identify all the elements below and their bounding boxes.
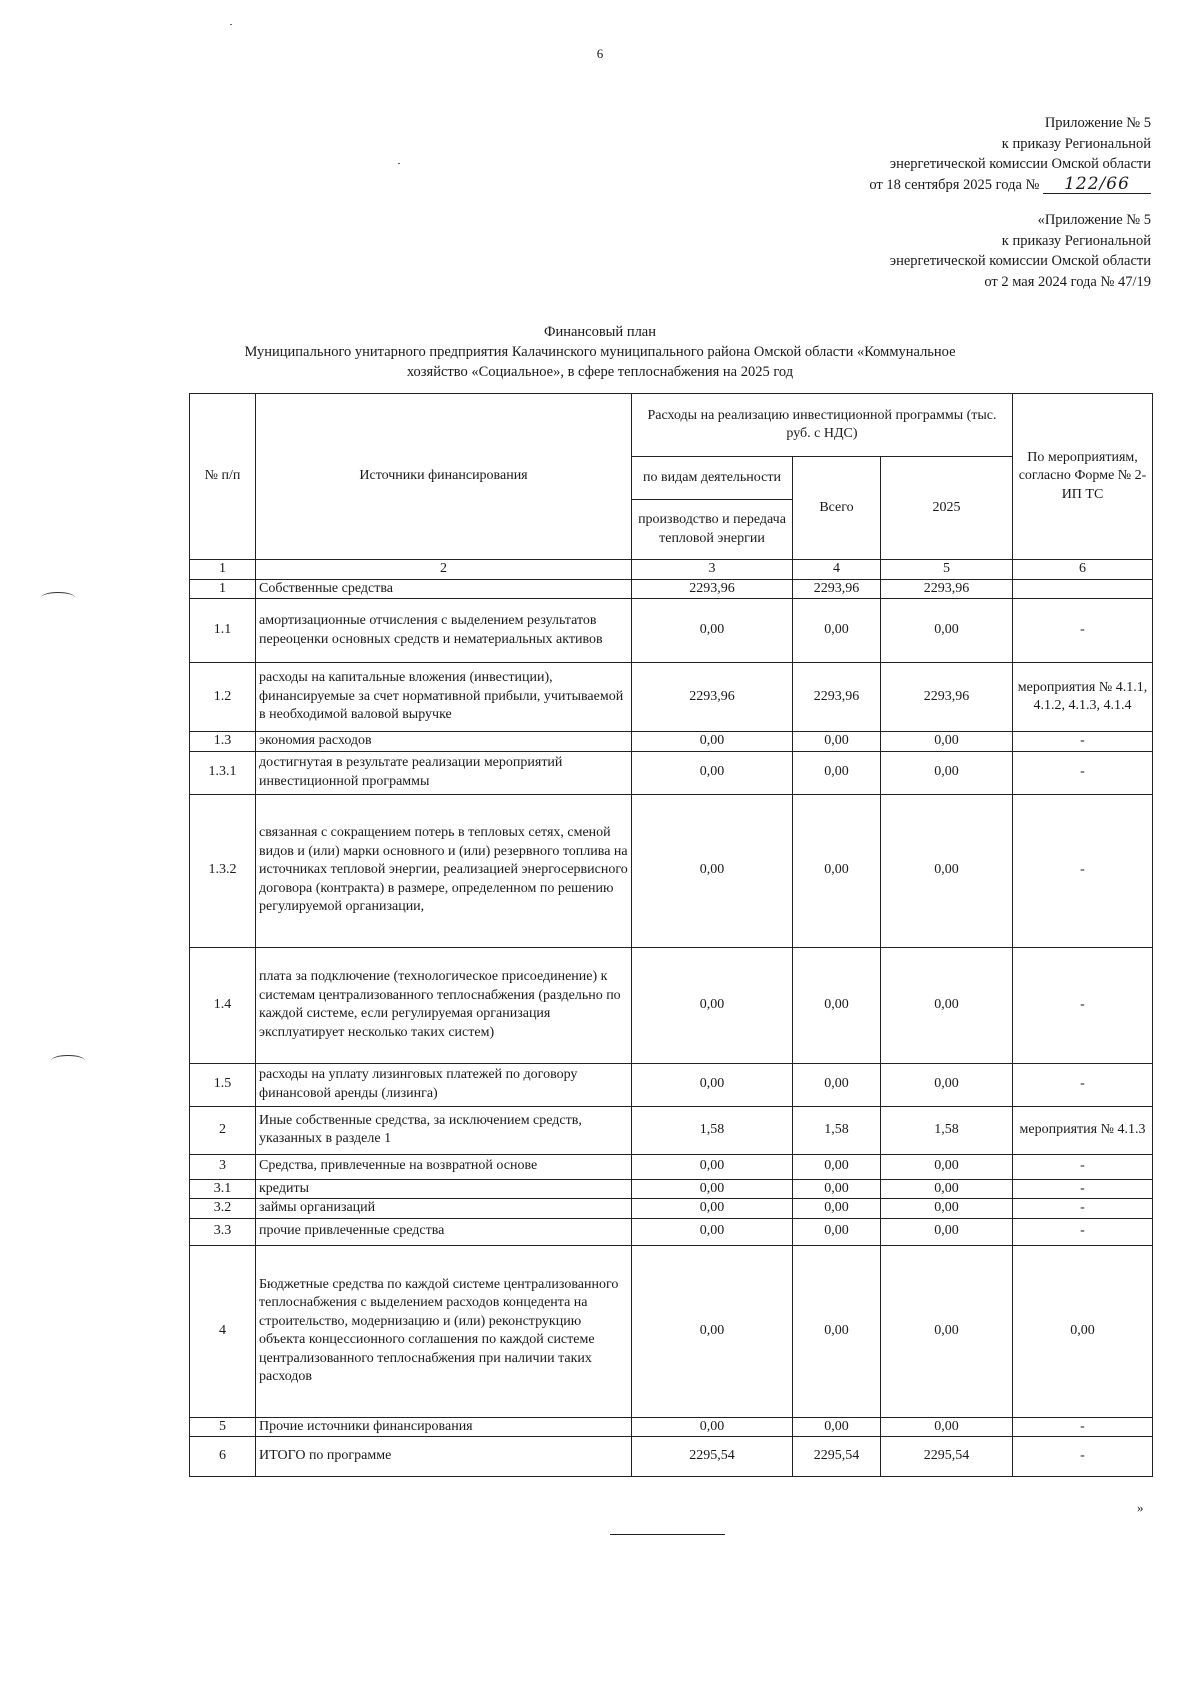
row-number: 1.3.2 (190, 794, 256, 947)
table-row (190, 1218, 1153, 1245)
row-value-total: 0,00 (793, 794, 881, 947)
row-measures: - (1013, 794, 1153, 947)
row-value-total: 2293,96 (793, 663, 881, 732)
table-row (190, 579, 1153, 599)
row-measures: - (1013, 732, 1153, 752)
header-line: Приложение № 5 (1044, 115, 1151, 131)
row-value-production: 0,00 (632, 1063, 793, 1106)
header-expenses-group: Расходы на реализацию инвестиционной программы (тыс. руб. с НДС) (632, 394, 1013, 457)
row-value-production: 2295,54 (632, 1437, 793, 1477)
table-row (190, 1154, 1153, 1179)
table-row (190, 663, 1153, 732)
row-measures: - (1013, 1179, 1153, 1199)
header-line: «Приложение № 5 (1037, 212, 1151, 228)
row-value-total: 0,00 (793, 1199, 881, 1219)
header-line: энергетической комиссии Омской области (889, 253, 1151, 269)
row-source-name: экономия расходов (256, 732, 632, 752)
row-number: 1.5 (190, 1063, 256, 1106)
row-source-name: ИТОГО по программе (256, 1437, 632, 1477)
header-production: производство и передача тепловой энергии (632, 500, 793, 560)
row-measures (1013, 579, 1153, 599)
header-measures: По мероприятиям, согласно Форме № 2-ИП ТС (1013, 394, 1153, 560)
header-line: к приказу Региональной (1001, 232, 1151, 249)
row-value-production: 2293,96 (632, 579, 793, 599)
row-value-production: 0,00 (632, 1245, 793, 1417)
table-row (190, 751, 1153, 794)
row-source-name: Собственные средства (256, 579, 632, 599)
end-rule (610, 1534, 725, 1535)
row-value-production: 0,00 (632, 947, 793, 1063)
row-value-2025: 0,00 (881, 794, 1013, 947)
row-source-name: прочие привлеченные средства (256, 1218, 632, 1245)
row-value-2025: 0,00 (881, 1063, 1013, 1106)
row-value-total: 2293,96 (793, 579, 881, 599)
table-row (190, 1437, 1153, 1477)
row-value-2025: 0,00 (881, 1218, 1013, 1245)
row-source-name: амортизационные отчисления с выделением результатов переоценки основных средств и нематериальных активов (256, 599, 632, 663)
row-number: 1.2 (190, 663, 256, 732)
row-number: 1.1 (190, 599, 256, 663)
row-source-name: Прочие источники финансирования (256, 1417, 632, 1437)
row-value-2025: 0,00 (881, 947, 1013, 1063)
table-row (190, 732, 1153, 752)
row-number: 3.1 (190, 1179, 256, 1199)
row-value-2025: 0,00 (881, 1179, 1013, 1199)
margin-mark (41, 592, 75, 603)
table-body (190, 579, 1153, 1477)
title-line: Финансовый план (543, 324, 657, 340)
closing-quote: » (1137, 1500, 1144, 1515)
header-line: к приказу Региональной (1001, 135, 1151, 152)
header-date-line (869, 175, 1151, 196)
row-source-name: достигнутая в результате реализации мероприятий инвестиционной программы (256, 751, 632, 794)
table-row (190, 1179, 1153, 1199)
financial-plan-table (189, 393, 1153, 1477)
row-measures: мероприятия № 4.1.3 (1013, 1106, 1153, 1154)
row-value-production: 2293,96 (632, 663, 793, 732)
row-value-total: 1,58 (793, 1106, 881, 1154)
row-value-total: 2295,54 (793, 1437, 881, 1477)
row-value-total: 0,00 (793, 1179, 881, 1199)
row-number: 1.3 (190, 732, 256, 752)
row-source-name: расходы на капитальные вложения (инвестиции), финансируемые за счет нормативной прибыли, учитываемой в необходимой валовой выручке (256, 663, 632, 732)
table-row (190, 1245, 1153, 1417)
row-value-2025: 0,00 (881, 1417, 1013, 1437)
row-value-total: 0,00 (793, 599, 881, 663)
title-line: Муниципального унитарного предприятия Калачинского муниципального района Омской области «Коммунальное (244, 344, 956, 360)
row-number: 1.4 (190, 947, 256, 1063)
row-measures: - (1013, 1154, 1153, 1179)
column-number: 3 (632, 560, 793, 580)
row-value-production: 1,58 (632, 1106, 793, 1154)
row-value-production: 0,00 (632, 1218, 793, 1245)
row-source-name: Бюджетные средства по каждой системе централизованного теплоснабжения с выделением расходов концедента на строительство, модернизацию и (или) реконструкцию объекта концессионного соглашения по каждой системе централизованного теплоснабжения при наличии таких расходов (256, 1245, 632, 1417)
row-value-2025: 0,00 (881, 599, 1013, 663)
row-measures: - (1013, 947, 1153, 1063)
row-source-name: займы организаций (256, 1199, 632, 1219)
row-value-production: 0,00 (632, 1199, 793, 1219)
row-value-total: 0,00 (793, 751, 881, 794)
column-number: 5 (881, 560, 1013, 580)
row-number: 3 (190, 1154, 256, 1179)
row-source-name: Средства, привлеченные на возвратной основе (256, 1154, 632, 1179)
row-measures: - (1013, 1063, 1153, 1106)
row-number: 2 (190, 1106, 256, 1154)
row-value-production: 0,00 (632, 732, 793, 752)
row-value-production: 0,00 (632, 794, 793, 947)
row-value-production: 0,00 (632, 599, 793, 663)
row-source-name: расходы на уплату лизинговых платежей по договору финансовой аренды (лизинга) (256, 1063, 632, 1106)
header-line: от 2 мая 2024 года № 47/19 (984, 273, 1151, 290)
handwritten-order-number: 122/66 (1043, 176, 1151, 194)
row-value-production: 0,00 (632, 751, 793, 794)
row-value-production: 0,00 (632, 1417, 793, 1437)
row-source-name: плата за подключение (технологическое присоединение) к системам централизованного теплоснабжения (раздельно по каждой системе, если регулируемая организация эксплуатирует несколько таких систем) (256, 947, 632, 1063)
row-value-total: 0,00 (793, 1218, 881, 1245)
table-row (190, 1063, 1153, 1106)
row-measures: - (1013, 1437, 1153, 1477)
header-by-activity: по видам деятельности (632, 457, 793, 500)
row-number: 4 (190, 1245, 256, 1417)
appendix-header-new (869, 113, 1151, 195)
row-value-2025: 2295,54 (881, 1437, 1013, 1477)
row-value-total: 0,00 (793, 732, 881, 752)
header-year: 2025 (881, 457, 1013, 560)
row-number: 3.3 (190, 1218, 256, 1245)
row-measures: - (1013, 751, 1153, 794)
row-value-2025: 0,00 (881, 1245, 1013, 1417)
document-title (0, 322, 1200, 382)
header-date: от 18 сентября 2025 года № (869, 176, 1040, 193)
column-number: 4 (793, 560, 881, 580)
row-value-production: 0,00 (632, 1154, 793, 1179)
row-value-production: 0,00 (632, 1179, 793, 1199)
row-value-2025: 0,00 (881, 751, 1013, 794)
table-row (190, 1417, 1153, 1437)
row-value-2025: 1,58 (881, 1106, 1013, 1154)
row-source-name: Иные собственные средства, за исключением средств, указанных в разделе 1 (256, 1106, 632, 1154)
table-row (190, 599, 1153, 663)
row-value-2025: 2293,96 (881, 579, 1013, 599)
row-measures: - (1013, 1417, 1153, 1437)
header-line: энергетической комиссии Омской области (889, 156, 1151, 172)
row-source-name: кредиты (256, 1179, 632, 1199)
row-number: 6 (190, 1437, 256, 1477)
row-value-total: 0,00 (793, 1063, 881, 1106)
margin-mark (51, 1055, 85, 1066)
column-number: 1 (190, 560, 256, 580)
row-measures: - (1013, 599, 1153, 663)
row-source-name: связанная с сокращением потерь в тепловых сетях, сменой видов и (или) марки основного и (или) резервного топлива на источниках тепловой энергии, реализацией энергосервисного договора (контракта) в размере, определенном по решению регулируемой организации, (256, 794, 632, 947)
row-number: 1.3.1 (190, 751, 256, 794)
row-value-2025: 0,00 (881, 1199, 1013, 1219)
row-value-total: 0,00 (793, 1245, 881, 1417)
table-row (190, 1199, 1153, 1219)
table-row (190, 794, 1153, 947)
row-number: 1 (190, 579, 256, 599)
row-value-total: 0,00 (793, 1154, 881, 1179)
row-measures: - (1013, 1199, 1153, 1219)
header-num: № п/п (190, 394, 256, 560)
table-row (190, 1106, 1153, 1154)
title-line: хозяйство «Социальное», в сфере теплоснабжения на 2025 год (406, 364, 794, 380)
table-row (190, 947, 1153, 1063)
row-number: 3.2 (190, 1199, 256, 1219)
column-number: 2 (256, 560, 632, 580)
scan-speck (398, 163, 400, 164)
row-value-total: 0,00 (793, 1417, 881, 1437)
row-value-2025: 0,00 (881, 732, 1013, 752)
row-value-total: 0,00 (793, 947, 881, 1063)
column-numbers-row (190, 560, 1153, 580)
column-number: 6 (1013, 560, 1153, 580)
appendix-header-old (890, 210, 1151, 292)
page-number: 6 (596, 46, 604, 61)
header-source: Источники финансирования (256, 394, 632, 560)
row-value-2025: 2293,96 (881, 663, 1013, 732)
row-measures: - (1013, 1218, 1153, 1245)
row-measures: мероприятия № 4.1.1, 4.1.2, 4.1.3, 4.1.4 (1013, 663, 1153, 732)
row-value-2025: 0,00 (881, 1154, 1013, 1179)
header-total: Всего (793, 457, 881, 560)
row-measures: 0,00 (1013, 1245, 1153, 1417)
row-number: 5 (190, 1417, 256, 1437)
scan-speck (230, 24, 232, 25)
